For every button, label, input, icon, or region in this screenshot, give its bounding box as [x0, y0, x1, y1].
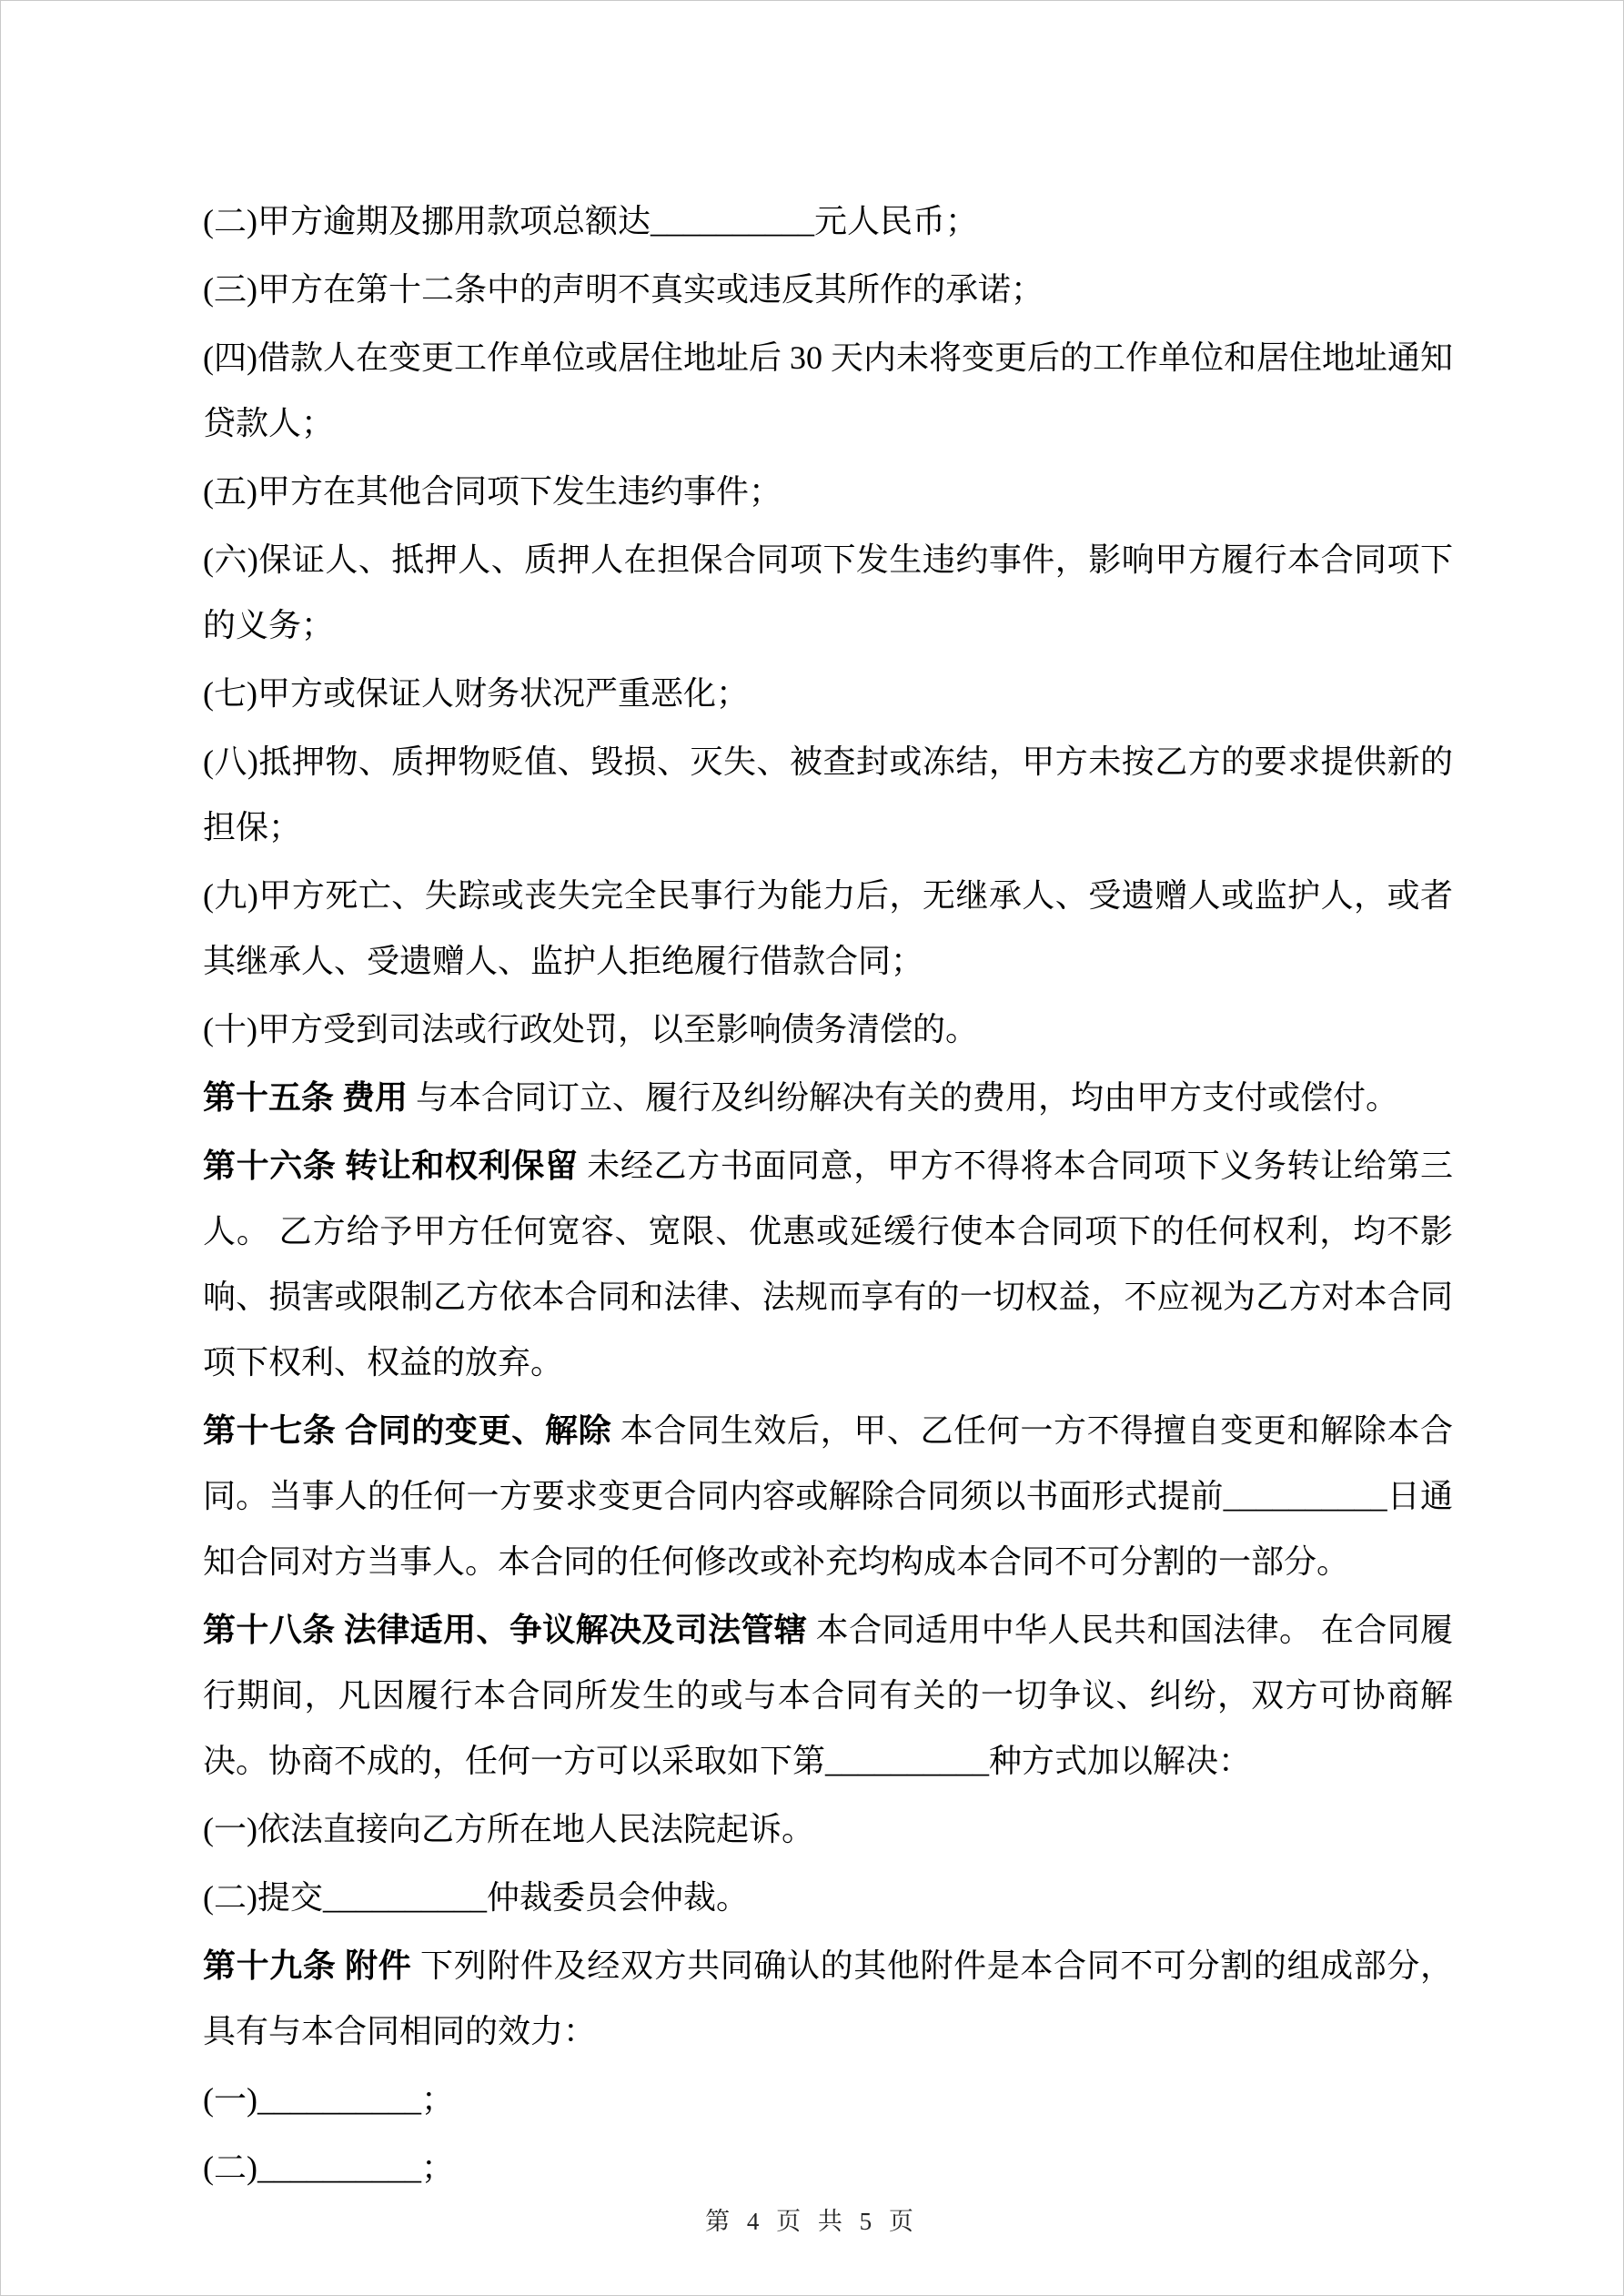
- clause-heading: 第十七条 合同的变更、解除: [203, 1412, 612, 1449]
- paragraph-item-8: [203, 729, 1453, 860]
- clause-16: [203, 1133, 1453, 1395]
- attachment-blank-2: [203, 2135, 1453, 2200]
- paragraph-text: (二)甲方逾期及挪用款项总额达__________元人民币；: [203, 203, 978, 239]
- paragraph-text: 与本合同订立、履行及纠纷解决有关的费用，均由甲方支付或偿付。: [408, 1079, 1399, 1116]
- clause-18: [203, 1597, 1453, 1794]
- paragraph-text: 未经乙方书面同意，甲方不得将本合同项下义务转让给第三人。 乙方给予甲方任何宽容、宽限、优惠或延缓行使本合同项下的任何权利，均不影响、损害或限制乙方依本合同和法律、法规而享有的一切权益，不应视为乙方对本合同项下权利、权益的放弃。: [203, 1148, 1453, 1381]
- paragraph-text: (六)保证人、抵押人、质押人在担保合同项下发生违约事件，影响甲方履行本合同项下的义务；: [203, 541, 1453, 643]
- paragraph-text: (二)提交__________仲裁委员会仲裁。: [203, 1879, 749, 1916]
- clause-15: [203, 1065, 1453, 1130]
- page-number: 第 4 页 共 5 页: [705, 2208, 919, 2235]
- clause-heading: 第十五条 费用: [203, 1079, 409, 1116]
- paragraph-item-4: [203, 325, 1453, 456]
- dispute-option-2: [203, 1865, 1453, 1930]
- paragraph-text: (四)借款人在变更工作单位或居住地址后 30 天内未将变更后的工作单位和居住地址通知贷款人；: [203, 339, 1453, 441]
- page-footer: [1, 2201, 1623, 2237]
- paragraph-text: 下列附件及经双方共同确认的其他附件是本合同不可分割的组成部分，具有与本合同相同的效力：: [203, 1947, 1453, 2049]
- paragraph-text: (一)__________；: [203, 2081, 454, 2118]
- paragraph-text: 本合同生效后，甲、乙任何一方不得擅自变更和解除本合同。当事人的任何一方要求变更合同内容或解除合同须以书面形式提前__________日通知合同对方当事人。本合同的任何修改或补充均构成本合同不可分割的一部分。: [203, 1412, 1453, 1580]
- clause-17: [203, 1398, 1453, 1594]
- clause-heading: 第十九条 附件: [203, 1947, 412, 1984]
- paragraph-text: (九)甲方死亡、失踪或丧失完全民事行为能力后，无继承人、受遗赠人或监护人，或者其继承人、受遗赠人、监护人拒绝履行借款合同；: [203, 877, 1453, 979]
- paragraph-item-6: [203, 527, 1453, 658]
- paragraph-text: (八)抵押物、质押物贬值、毁损、灭失、被查封或冻结，甲方未按乙方的要求提供新的担保；: [203, 743, 1453, 845]
- paragraph-text: (五)甲方在其他合同项下发生违约事件；: [203, 473, 782, 510]
- paragraph-item-3: [203, 257, 1453, 322]
- paragraph-text: 本合同适用中华人民共和国法律。 在合同履行期间，凡因履行本合同所发生的或与本合同有关的一切争议、纠纷，双方可协商解决。协商不成的，任何一方可以采取如下第__________种方式加以解决：: [203, 1612, 1453, 1779]
- paragraph-text: (十)甲方受到司法或行政处罚，以至影响债务清偿的。: [203, 1011, 978, 1047]
- paragraph-text: (二)__________；: [203, 2149, 454, 2186]
- paragraph-item-10: [203, 996, 1453, 1062]
- paragraph-text: (三)甲方在第十二条中的声明不真实或违反其所作的承诺；: [203, 271, 1044, 308]
- clause-heading: 第十八条 法律适用、争议解决及司法管辖: [203, 1612, 808, 1648]
- attachment-blank-1: [203, 2067, 1453, 2132]
- paragraph-text: (七)甲方或保证人财务状况严重恶化；: [203, 675, 749, 712]
- dispute-option-1: [203, 1796, 1453, 1862]
- paragraph-item-5: [203, 459, 1453, 524]
- paragraph-text: (一)依法直接向乙方所在地人民法院起诉。: [203, 1811, 814, 1847]
- contract-body: [203, 188, 1453, 2200]
- paragraph-item-9: [203, 863, 1453, 994]
- clause-heading: 第十六条 转让和权利保留: [203, 1148, 579, 1184]
- paragraph-item-2: [203, 188, 1453, 254]
- paragraph-item-7: [203, 661, 1453, 726]
- clause-19: [203, 1933, 1453, 2064]
